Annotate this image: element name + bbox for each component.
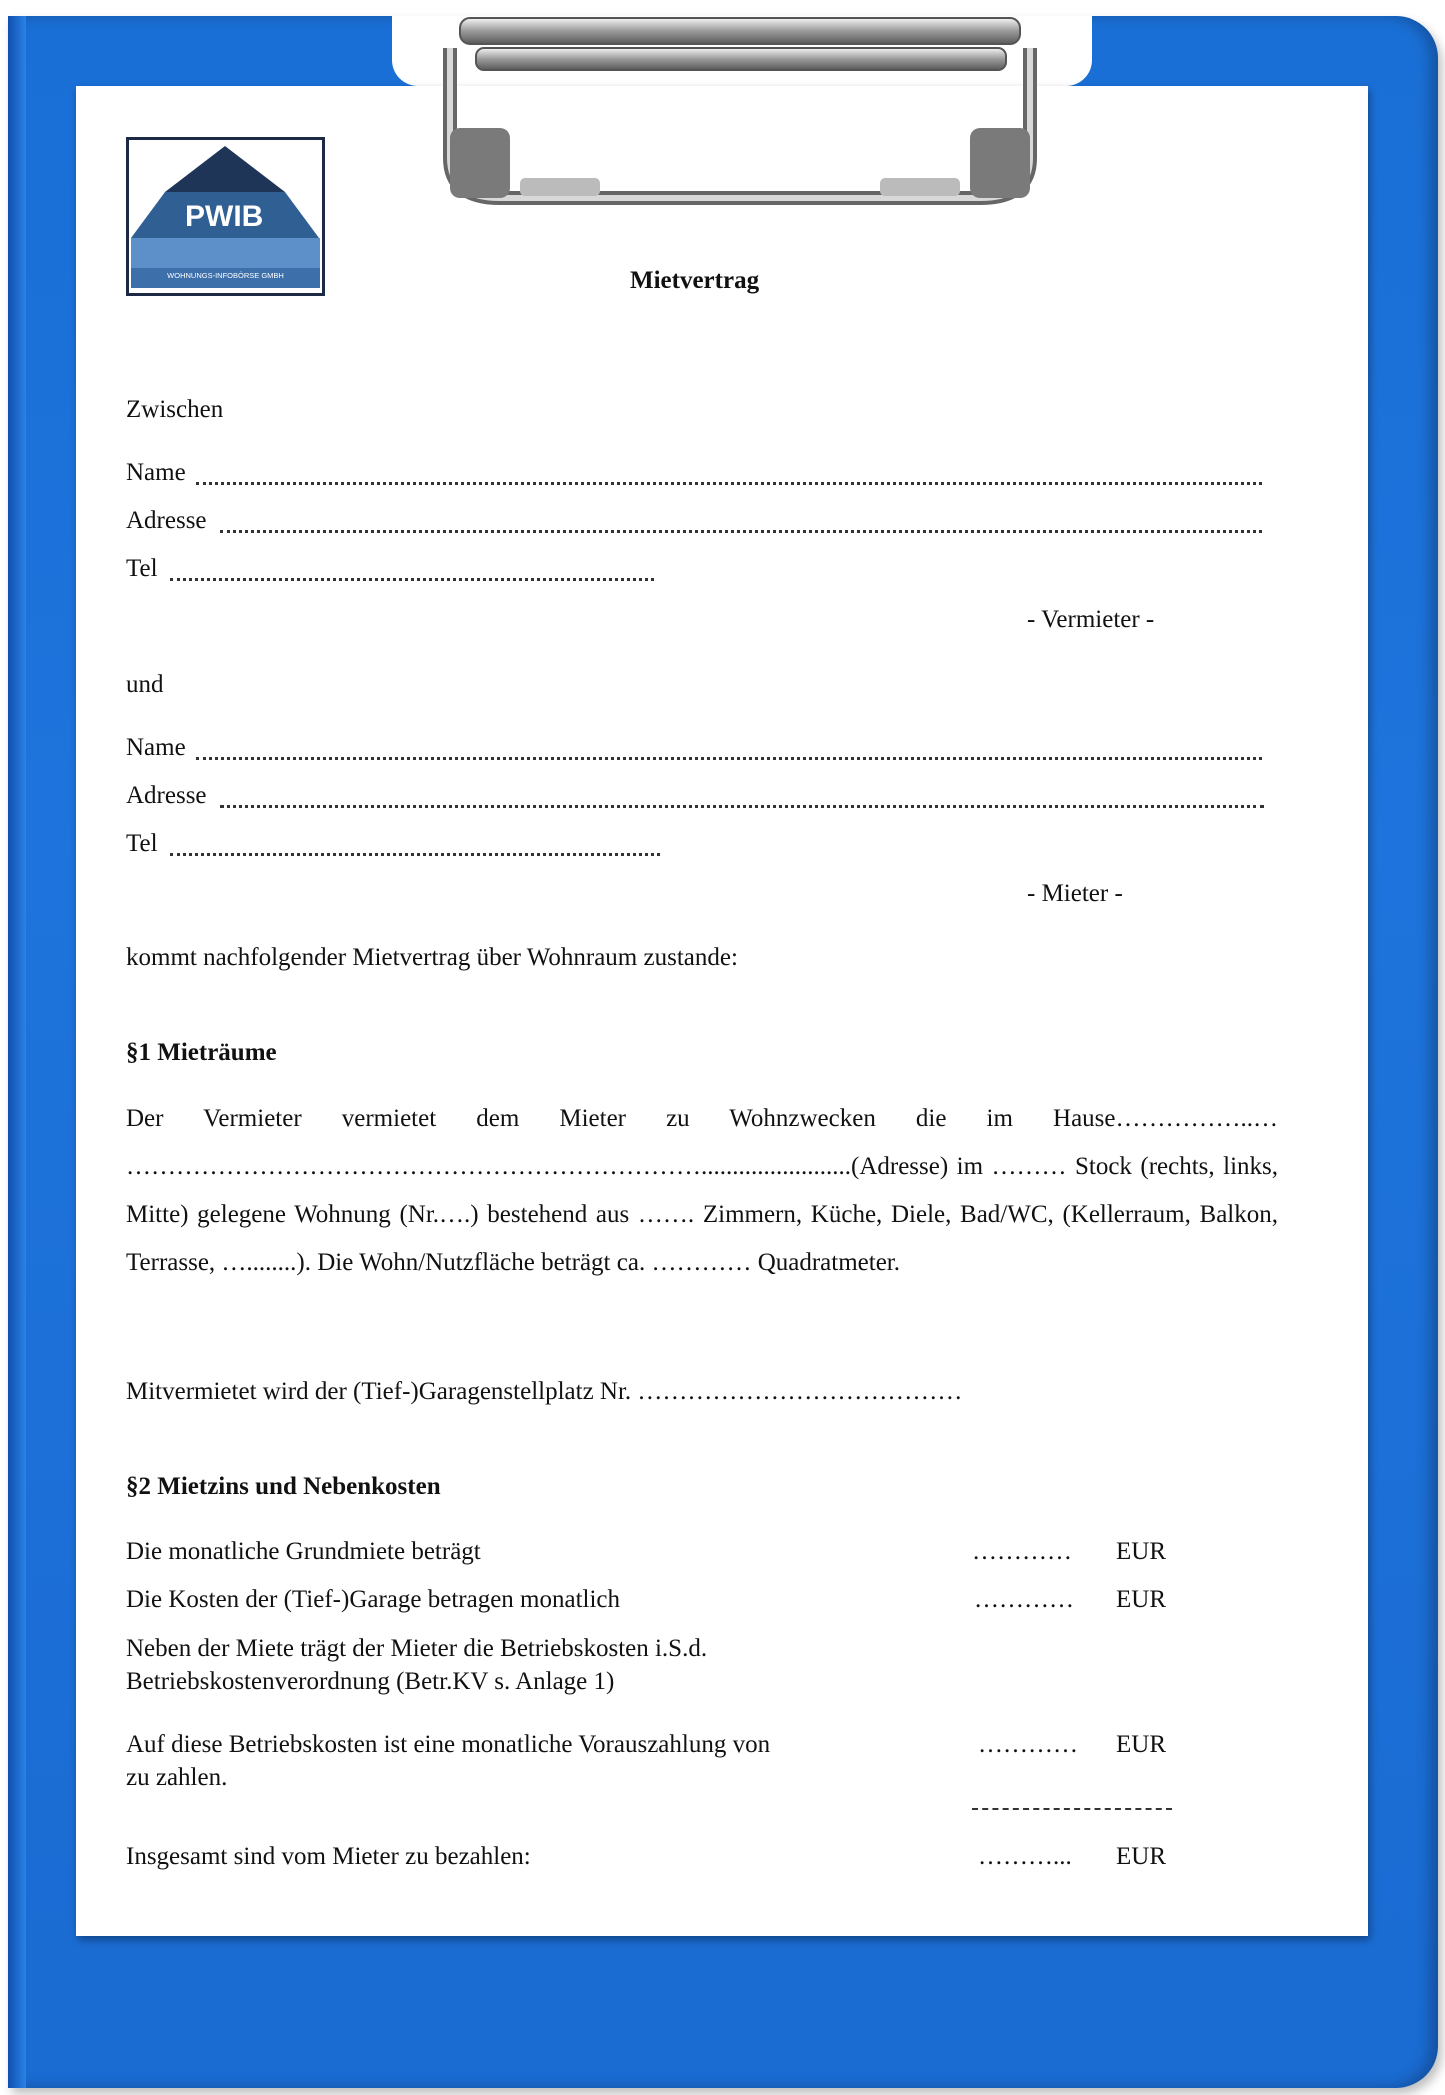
and-label: und — [126, 671, 164, 698]
base-rent-unit: EUR — [1116, 1538, 1166, 1565]
section1-paragraph: Der Vermieter vermietet dem Mieter zu Wohnzwecken die im Hause……………..… ……………………………………………………………........................(Adresse) im ……… Stock (rechts, links, Mitte) gelegene Wohnung (Nr.….) bestehend aus ……. Zimmern, Küche, Diele, Bad/WC, (Kellerraum, Balkon, Terrasse, …........). Die Wohn/Nutzfläche beträgt ca. ………… Quadratmeter. — [126, 1105, 1278, 1276]
advance-payment-line2: zu zahlen. — [126, 1764, 228, 1791]
tenant-tel-label: Tel — [126, 830, 158, 857]
tenant-address-label: Adresse — [126, 782, 207, 809]
garage-cost-field[interactable]: ………… — [974, 1586, 1074, 1613]
landlord-name-field[interactable] — [196, 482, 1262, 485]
logo-tagline: WOHNUNGS-INFOBÖRSE GMBH — [167, 271, 284, 280]
landlord-tel-label: Tel — [126, 555, 158, 582]
garage-cost-unit: EUR — [1116, 1586, 1166, 1613]
tenant-tel-field[interactable] — [170, 853, 660, 856]
company-logo — [126, 137, 325, 296]
sum-divider — [972, 1808, 1172, 1810]
landlord-address-label: Adresse — [126, 507, 207, 534]
section1-heading: §1 Mieträume — [126, 1039, 277, 1066]
landlord-name-label: Name — [126, 459, 186, 486]
total-label: Insgesamt sind vom Mieter zu bezahlen: — [126, 1843, 531, 1870]
logo-text: PWIB — [185, 200, 264, 233]
section2-heading: §2 Mietzins und Nebenkosten — [126, 1473, 441, 1500]
advance-payment-field[interactable]: ………… — [978, 1731, 1078, 1758]
landlord-role: - Vermieter - — [1027, 606, 1155, 633]
tenant-role: - Mieter - — [1027, 880, 1123, 907]
operating-costs-line2: Betriebskostenverordnung (Betr.KV s. Anlage 1) — [126, 1668, 615, 1695]
operating-costs-line1: Neben der Miete trägt der Mieter die Betriebskosten i.S.d. — [126, 1635, 708, 1662]
base-rent-label: Die monatliche Grundmiete beträgt — [126, 1538, 481, 1565]
tenant-name-label: Name — [126, 734, 186, 761]
advance-payment-unit: EUR — [1116, 1731, 1166, 1758]
base-rent-field[interactable]: ………… — [972, 1538, 1072, 1565]
tenant-address-field[interactable] — [220, 805, 1264, 808]
tenant-name-field[interactable] — [196, 757, 1262, 760]
clip-icon — [430, 8, 1050, 208]
total-unit: EUR — [1116, 1843, 1166, 1870]
advance-payment-line1: Auf diese Betriebskosten ist eine monatliche Vorauszahlung von — [126, 1731, 771, 1758]
between-label: Zwischen — [126, 396, 224, 423]
landlord-address-field[interactable] — [220, 530, 1262, 533]
garage-clause: Mitvermietet wird der (Tief-)Garagenstellplatz Nr. ………………………………… — [126, 1378, 963, 1405]
document-title: Mietvertrag — [630, 267, 760, 294]
garage-cost-label: Die Kosten der (Tief-)Garage betragen monatlich — [126, 1586, 621, 1613]
intro-text: kommt nachfolgender Mietvertrag über Wohnraum zustande: — [126, 944, 738, 971]
landlord-tel-field[interactable] — [170, 578, 654, 581]
total-field[interactable]: ………... — [978, 1843, 1072, 1870]
